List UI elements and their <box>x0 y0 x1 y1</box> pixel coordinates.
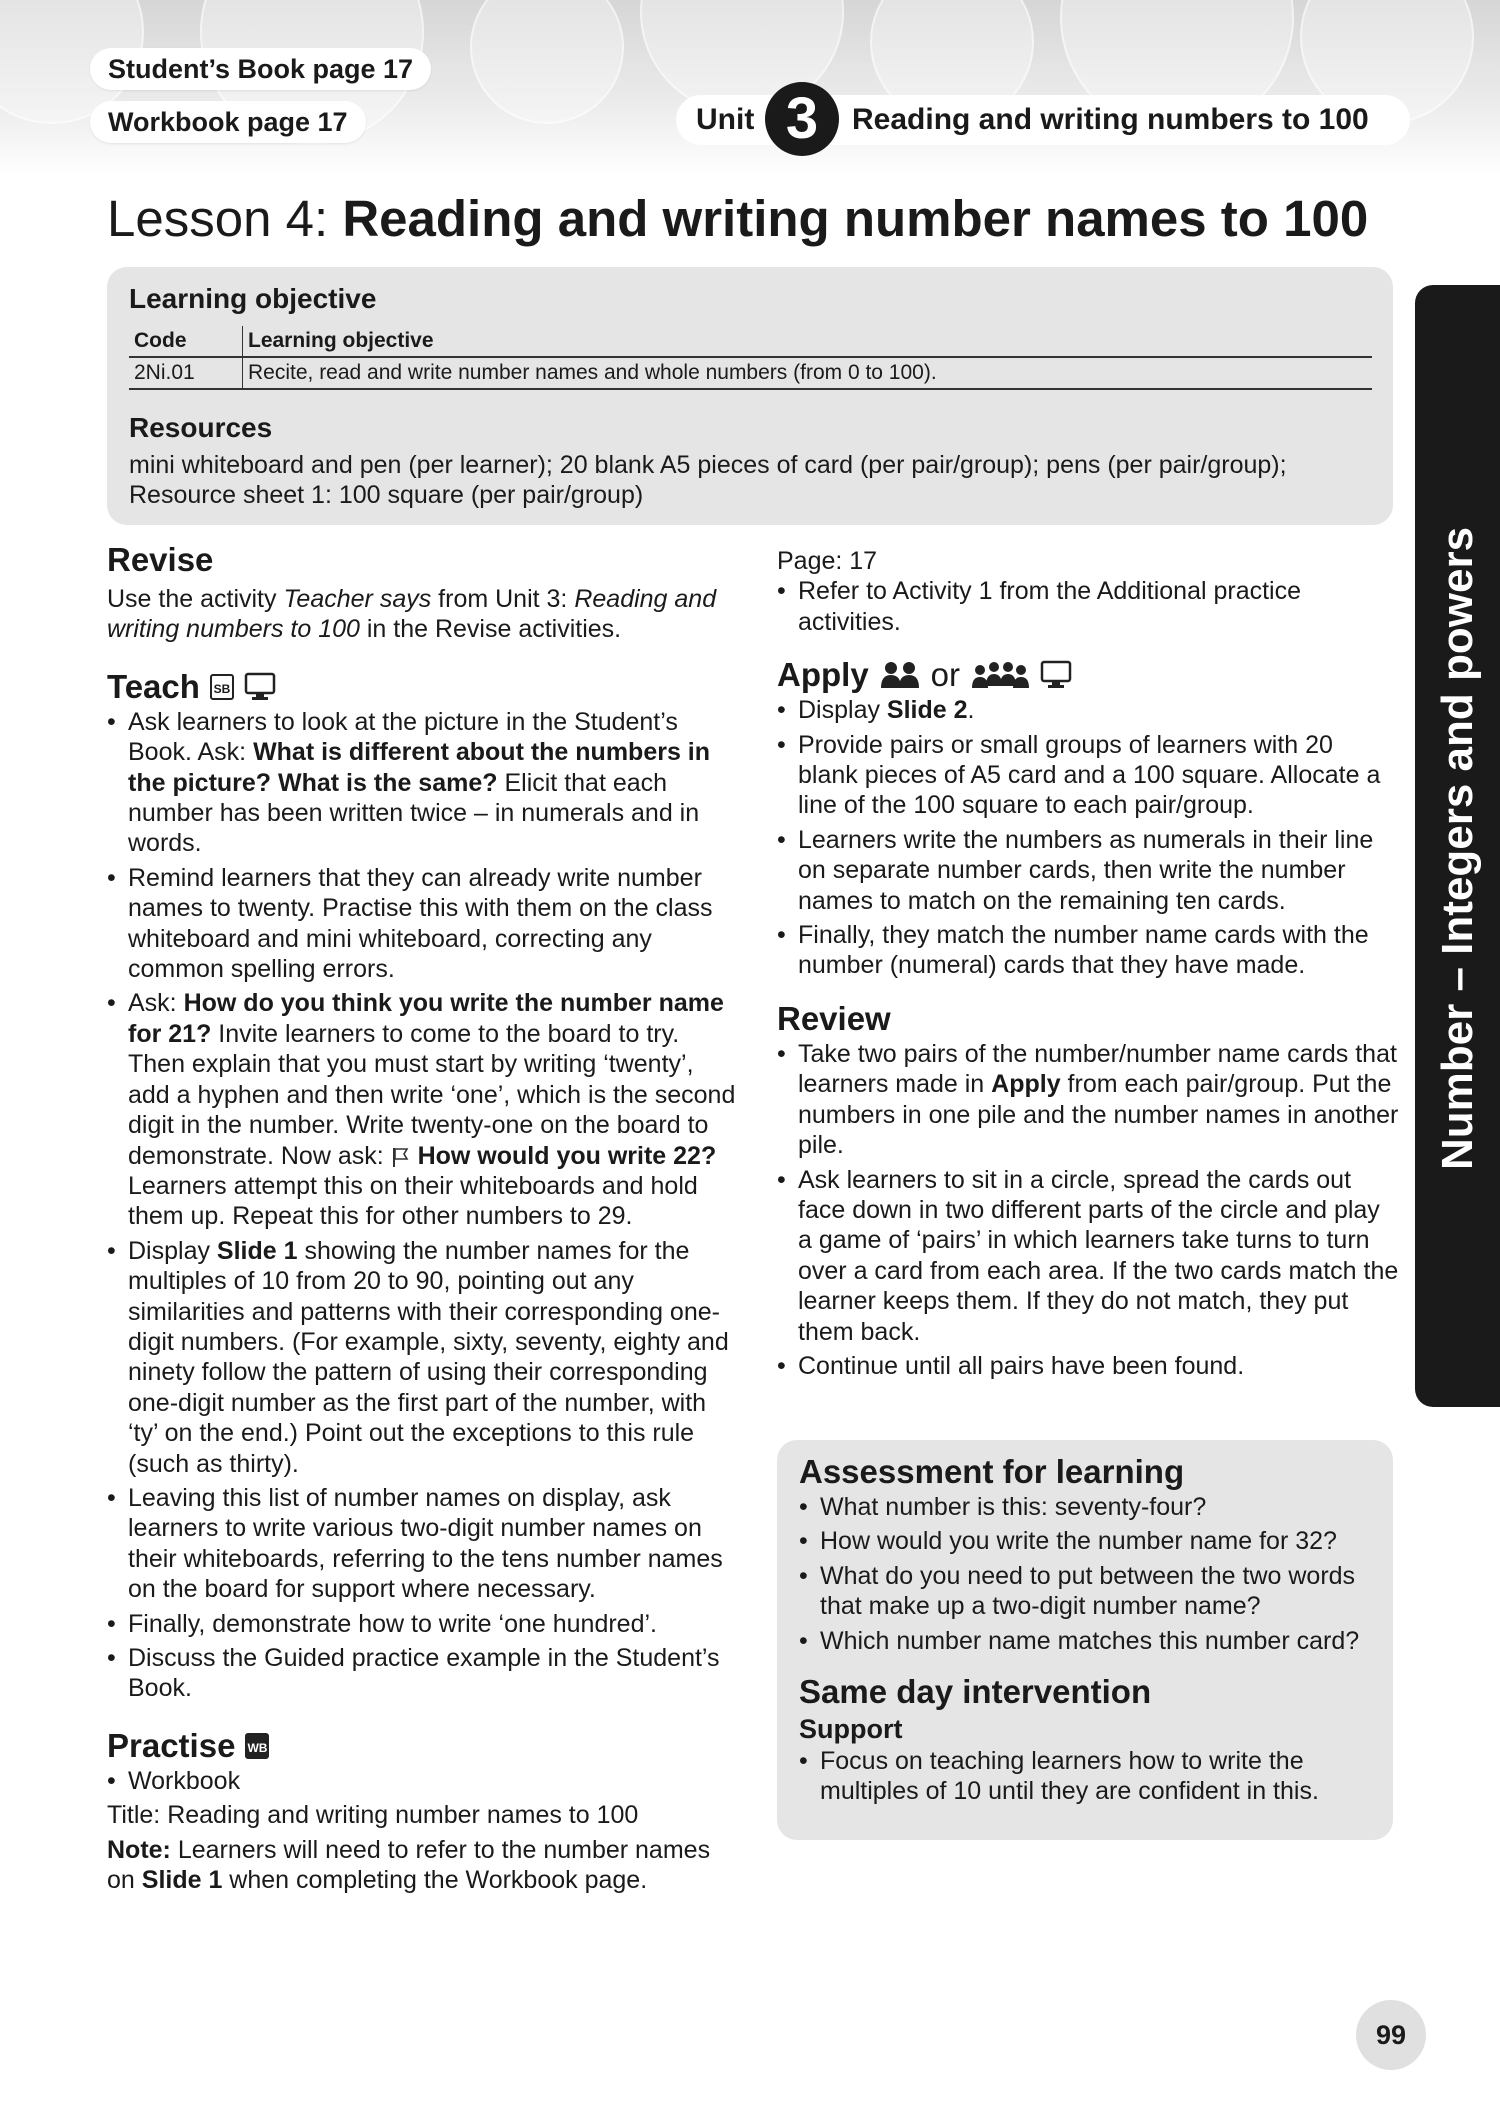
teach-text: Ask learners to look at the picture in the Student’s Book. Ask: <box>128 707 678 767</box>
practise-workbook-title: Title: Reading and writing number names to 100 <box>107 1801 639 1830</box>
page-list <box>777 576 1399 637</box>
teach-text: showing the number names for the multiples of 10 from 20 to 90, pointing out any similarities and patterns with their corresponding one-digit numbers. (For example, sixty, seventy, eighty and ninety follow the pattern of using their corresponding one-digit number as the first part of the number, with ‘ty’ on the end.) Point out the exceptions to this rule (such as thirty). <box>128 1236 729 1478</box>
teach-question: What is different about the numbers in the picture? What is the same? <box>128 738 711 797</box>
slide-reference: Slide 1 <box>216 1236 298 1265</box>
list-item: • How would you write the number name for 32? <box>799 1526 1379 1556</box>
note-text: Learners will need to refer to the number names on <box>107 1835 711 1895</box>
section-side-tab-label: Number – Integers and powers <box>1433 526 1482 1170</box>
support-title: Support <box>799 1714 903 1745</box>
note-text: when completing the Workbook page. <box>222 1866 648 1895</box>
workbook-icon: WB <box>245 1733 269 1759</box>
revise-text-part: in the Revise activities. <box>359 615 622 644</box>
students-book-icon: SB <box>210 674 234 700</box>
revise-text-part: from Unit 3: <box>431 585 575 613</box>
list-item <box>777 1039 1399 1161</box>
monitor-icon <box>1040 660 1072 690</box>
apply-text: . <box>967 696 975 725</box>
objective-table <box>129 326 1372 390</box>
monitor-icon <box>244 672 276 702</box>
list-item: • Finally, they match the number name cards with the number (numeral) cards that they have made. <box>777 920 1399 981</box>
workbook-reference: Workbook page 17 <box>90 101 366 143</box>
list-item <box>107 1236 737 1479</box>
revise-title: Revise <box>107 541 214 578</box>
unit-title: Reading and writing numbers to 100 <box>852 103 1369 136</box>
lesson-number: Lesson 4: <box>107 190 329 247</box>
review-heading <box>777 999 1399 1039</box>
list-item: • Focus on teaching learners how to write the multiples of 10 until they are confident in this. <box>799 1746 1379 1807</box>
list-item: • Refer to Activity 1 from the Additional practice activities. <box>777 576 1399 637</box>
decorative-bubble <box>470 0 624 124</box>
practise-list <box>107 1766 737 1796</box>
list-item: • Provide pairs or small groups of learners with 20 blank pieces of A5 card and a 100 square. Allocate a line of the 100 square to each pair/group. <box>777 730 1399 821</box>
group-icon <box>970 660 1030 690</box>
review-text: Take two pairs of the number/number name cards that learners made in <box>798 1039 1397 1099</box>
list-item: • Ask learners to sit in a circle, spread the cards out face down in two different parts of the circle and play a game of ‘pairs’ in which learners take turns to turn over a card from each area. If the two cards match the learner keeps them. If they do not match, they put them back. <box>777 1165 1399 1347</box>
flag-icon <box>391 1146 411 1168</box>
objective-code: 2Ni.01 <box>129 357 243 389</box>
apply-heading <box>777 655 1399 695</box>
lesson-title: Reading and writing number names to 100 <box>342 190 1369 247</box>
slide-reference: Slide 1 <box>141 1866 223 1895</box>
objective-title: Learning objective <box>129 283 377 314</box>
page-reference: Page: 17 <box>777 547 878 575</box>
teach-question: How would you write 22? <box>417 1141 717 1170</box>
teach-heading <box>107 667 737 707</box>
teach-text: Ask: <box>128 989 184 1018</box>
unit-number-badge: 3 <box>765 82 839 156</box>
list-item <box>107 707 737 859</box>
left-column <box>107 540 737 1895</box>
teach-list <box>107 707 737 1704</box>
list-item <box>777 695 1399 725</box>
apply-or: or <box>930 656 961 694</box>
apply-text: Display <box>798 696 887 725</box>
review-title: Review <box>777 999 891 1037</box>
practise-note <box>107 1835 737 1896</box>
teach-question: How do you think you write the number name for 21? <box>128 989 724 1048</box>
objective-table-header <box>129 326 1372 357</box>
right-column <box>777 546 1399 1385</box>
list-item: • Remind learners that they can already write number names to twenty. Practise this with them on the class whiteboard and mini whiteboard, correcting any common spelling errors. <box>107 863 737 985</box>
objective-col-objective: Learning objective <box>243 326 1373 357</box>
students-book-reference: Student’s Book page 17 <box>90 48 431 90</box>
assessment-list <box>799 1492 1379 1656</box>
table-row <box>129 357 1372 389</box>
apply-title: Apply <box>777 656 869 694</box>
list-item: • Leaving this list of number names on display, ask learners to write various two-digit number names on their whiteboards, referring to the tens number names on the board for support where necessary. <box>107 1483 737 1605</box>
pair-icon <box>879 660 921 690</box>
revise-text <box>107 584 737 645</box>
slide-reference: Slide 2 <box>886 696 968 725</box>
intervention-title: Same day intervention <box>799 1673 1152 1711</box>
assessment-content <box>799 1452 1379 1811</box>
support-list <box>799 1746 1379 1807</box>
list-item: • What do you need to put between the two words that make up a two-digit number name? <box>799 1561 1379 1622</box>
review-list <box>777 1039 1399 1381</box>
intervention-heading <box>799 1672 1379 1712</box>
list-item: • Workbook <box>107 1766 737 1796</box>
resources-title: Resources <box>129 412 273 443</box>
list-item: • What number is this: seventy-four? <box>799 1492 1379 1522</box>
page-number: 99 <box>1356 2000 1426 2070</box>
teach-text: Elicit that each number has been written twice – in numerals and in words. <box>128 768 700 858</box>
list-item: • Continue until all pairs have been found. <box>777 1351 1399 1381</box>
objective-col-code: Code <box>129 326 243 357</box>
objective-text: Recite, read and write number names and whole numbers (from 0 to 100). <box>243 357 1373 389</box>
review-text: from each pair/group. Put the numbers in one pile and the number names in another pile. <box>798 1070 1399 1160</box>
apply-reference: Apply <box>991 1070 1061 1099</box>
list-item: • Which number name matches this number card? <box>799 1626 1379 1656</box>
assessment-heading <box>799 1452 1379 1492</box>
revise-heading <box>107 540 737 580</box>
resources-text: mini whiteboard and pen (per learner); 20 blank A5 pieces of card (per pair/group); pens (per pair/group); Resource sheet 1: 100 square (per pair/group) <box>129 451 1287 509</box>
list-item: • Discuss the Guided practice example in the Student’s Book. <box>107 1643 737 1704</box>
teach-text: Display <box>128 1236 217 1265</box>
revise-unit-name: Reading and writing numbers to 100 <box>107 585 717 644</box>
teach-text: Invite learners to come to the board to try. Then explain that you must start by writing ‘twenty’, add a hyphen and then write ‘one’, which is the second digit in the number. Write twenty-one on the board to demonstrate. Now ask: <box>128 1019 736 1170</box>
revise-text-part: Use the activity <box>107 585 284 613</box>
note-label: Note: <box>107 1835 171 1864</box>
assessment-title: Assessment for learning <box>799 1453 1185 1490</box>
lesson-heading <box>107 188 1368 250</box>
revise-activity-name: Teacher says <box>283 585 432 613</box>
teach-text: Learners attempt this on their whiteboards and hold them up. Repeat this for other numbers to 29. <box>128 1171 698 1231</box>
unit-label: Unit <box>696 103 755 136</box>
practise-heading <box>107 1726 737 1766</box>
apply-list <box>777 695 1399 981</box>
practise-title: Practise <box>107 1726 236 1764</box>
list-item: • Finally, demonstrate how to write ‘one hundred’. <box>107 1609 737 1639</box>
list-item <box>107 988 737 1231</box>
list-item: • Learners write the numbers as numerals in their line on separate number cards, then write the number names to match on the remaining ten cards. <box>777 825 1399 916</box>
teach-title: Teach <box>107 667 200 705</box>
